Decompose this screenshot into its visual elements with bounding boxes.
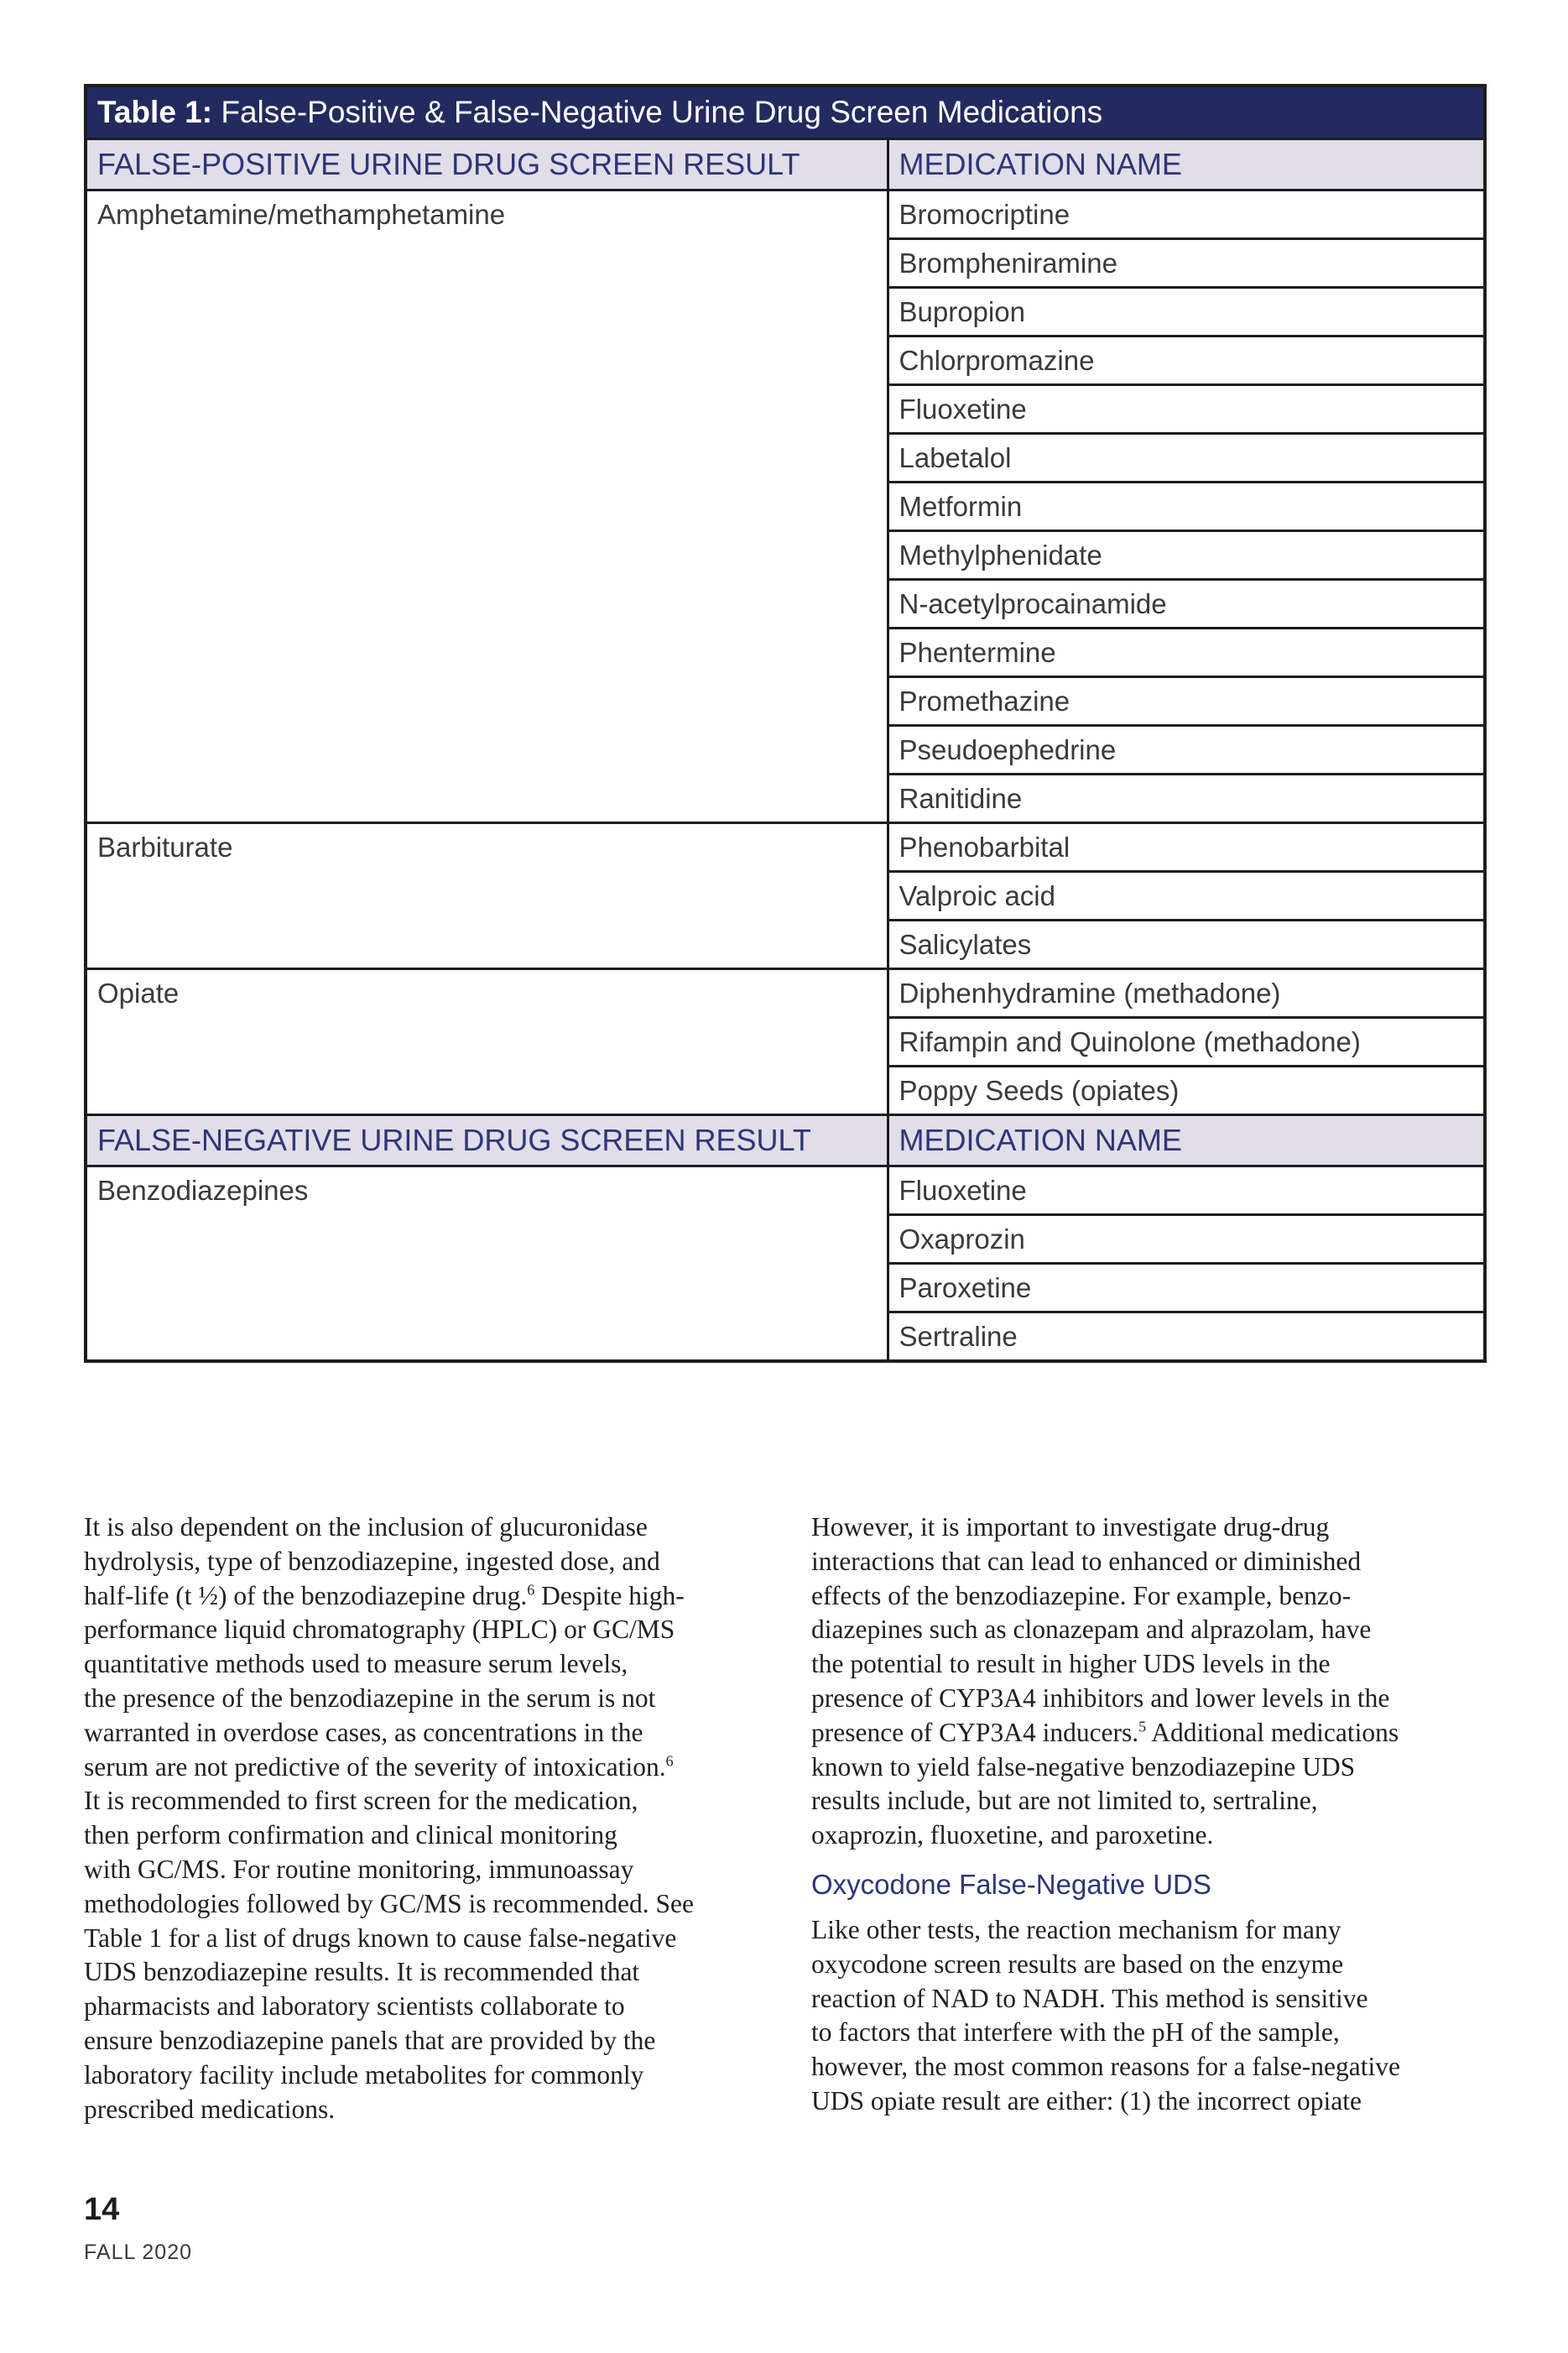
category-cell: Barbiturate: [86, 823, 888, 969]
reference-6: 6: [527, 1581, 535, 1599]
medication-cell: Fluoxetine: [888, 1166, 1485, 1215]
medication-cell: Poppy Seeds (opiates): [888, 1067, 1485, 1115]
medication-cell: Labetalol: [888, 434, 1485, 483]
table-row: [86, 190, 1485, 239]
medication-table: [84, 84, 1487, 1363]
reference-5: 5: [1138, 1718, 1147, 1735]
article-body: [84, 1510, 1483, 2131]
medication-cell: Rifampin and Quinolone (methadone): [888, 1018, 1485, 1067]
medication-cell: Pseudoephedrine: [888, 726, 1485, 775]
table-row: [86, 823, 1485, 872]
left-paragraph-part-2: Despite high- performance liquid chromatography (HPLC) or GC/MS quantitative methods used to measure serum levels, the presence of the benzodiazepine in the serum is not warranted in overdose cases, as concentrations in the serum are not predictive of the severity of intoxication.: [84, 1580, 685, 1782]
medication-cell: Sertraline: [888, 1312, 1485, 1362]
reference-6: 6: [665, 1752, 674, 1770]
medication-cell: Methylphenidate: [888, 531, 1485, 580]
medication-cell: Bupropion: [888, 288, 1485, 337]
medication-cell: Bromocriptine: [888, 190, 1485, 239]
right-paragraph-1-part-2: Additional medications known to yield false-negative benzodiazepine UDS results include, but are not limited to, sertraline, oxaprozin, fluoxetine, and paroxetine.: [811, 1717, 1399, 1850]
false-negative-header: FALSE-NEGATIVE URINE DRUG SCREEN RESULT: [86, 1115, 888, 1166]
medication-name-header: MEDICATION NAME: [888, 139, 1485, 190]
medication-cell: Salicylates: [888, 921, 1485, 969]
false-negative-header-row: [86, 1115, 1485, 1166]
category-cell: Opiate: [86, 969, 888, 1115]
medication-cell: Fluoxetine: [888, 385, 1485, 434]
medication-cell: Ranitidine: [888, 775, 1485, 823]
table-title-row: [86, 86, 1485, 139]
medication-table-container: [84, 84, 1483, 1363]
left-paragraph: [84, 1510, 755, 2126]
medication-cell: Valproic acid: [888, 872, 1485, 921]
right-column: [811, 1510, 1482, 2119]
left-column: [84, 1510, 755, 2126]
medication-cell: N-acetylprocainamide: [888, 580, 1485, 629]
medication-cell: Brompheniramine: [888, 239, 1485, 288]
left-paragraph-part-1: It is also dependent on the inclusion of glucuronidase hydrolysis, type of benzodiazepine, ingested dose, and half-life (t ½) of the benzodiazepine drug.: [84, 1512, 660, 1610]
table-title-text: False-Positive & False-Negative Urine Drug Screen Medications: [212, 95, 1103, 129]
false-negative-body: [86, 1166, 1485, 1362]
category-cell: Amphetamine/methamphetamine: [86, 190, 888, 823]
medication-cell: Chlorpromazine: [888, 337, 1485, 385]
medication-cell: Oxaprozin: [888, 1215, 1485, 1264]
medication-cell: Promethazine: [888, 677, 1485, 726]
medication-cell: Phenobarbital: [888, 823, 1485, 872]
right-paragraph-2: Like other tests, the reaction mechanism for many oxycodone screen results are based on the enzyme reaction of NAD to NADH. This method is sensitive to factors that interfere with the pH of the sample, however, the most common reasons for a false-negative UDS opiate result are either: (1) the incorrect opiate: [811, 1914, 1400, 2116]
medication-cell: Diphenhydramine (methadone): [888, 969, 1485, 1018]
false-positive-header-row: [86, 139, 1485, 190]
table-row: [86, 1166, 1485, 1215]
issue-label: FALL 2020: [84, 2241, 193, 2264]
right-paragraph-1: [811, 1510, 1482, 1853]
table-title: [86, 86, 1485, 139]
medication-cell: Paroxetine: [888, 1264, 1485, 1312]
medication-cell: Phentermine: [888, 629, 1485, 677]
medication-cell: Metformin: [888, 483, 1485, 531]
medication-name-header: MEDICATION NAME: [888, 1115, 1485, 1166]
right-paragraph-1-part-1: However, it is important to investigate drug-drug interactions that can lead to enhanced or diminished effects of the benzodiazepine. For example, benzo- diazepines such as clonazepam and alprazolam, have the potential to result in higher UDS levels in the presence of CYP3A4 inhibitors and lower levels in the presence of CYP3A4 inducers.: [811, 1512, 1390, 1747]
false-negative-header-group: [86, 1115, 1485, 1166]
false-positive-body: [86, 190, 1485, 1115]
table-row: [86, 969, 1485, 1018]
category-cell: Benzodiazepines: [86, 1166, 888, 1362]
section-heading: Oxycodone False-Negative UDS: [811, 1868, 1211, 1900]
false-positive-header: FALSE-POSITIVE URINE DRUG SCREEN RESULT: [86, 139, 888, 190]
left-paragraph-part-3: It is recommended to first screen for the medication, then perform confirmation and clinical monitoring with GC/MS. For routine monitoring, immunoassay methodologies followed by GC/MS is recommended. See Table 1 for a list of drugs known to cause false-negative UDS benzodiazepine results. It is recommended that pharmacists and laboratory scientists collaborate to ensure benzodiazepine panels that are provided by the laboratory facility include metabolites for commonly prescribed medications.: [84, 1786, 695, 2124]
table-title-label: Table 1:: [97, 95, 213, 129]
page-number: 14: [84, 2192, 120, 2227]
